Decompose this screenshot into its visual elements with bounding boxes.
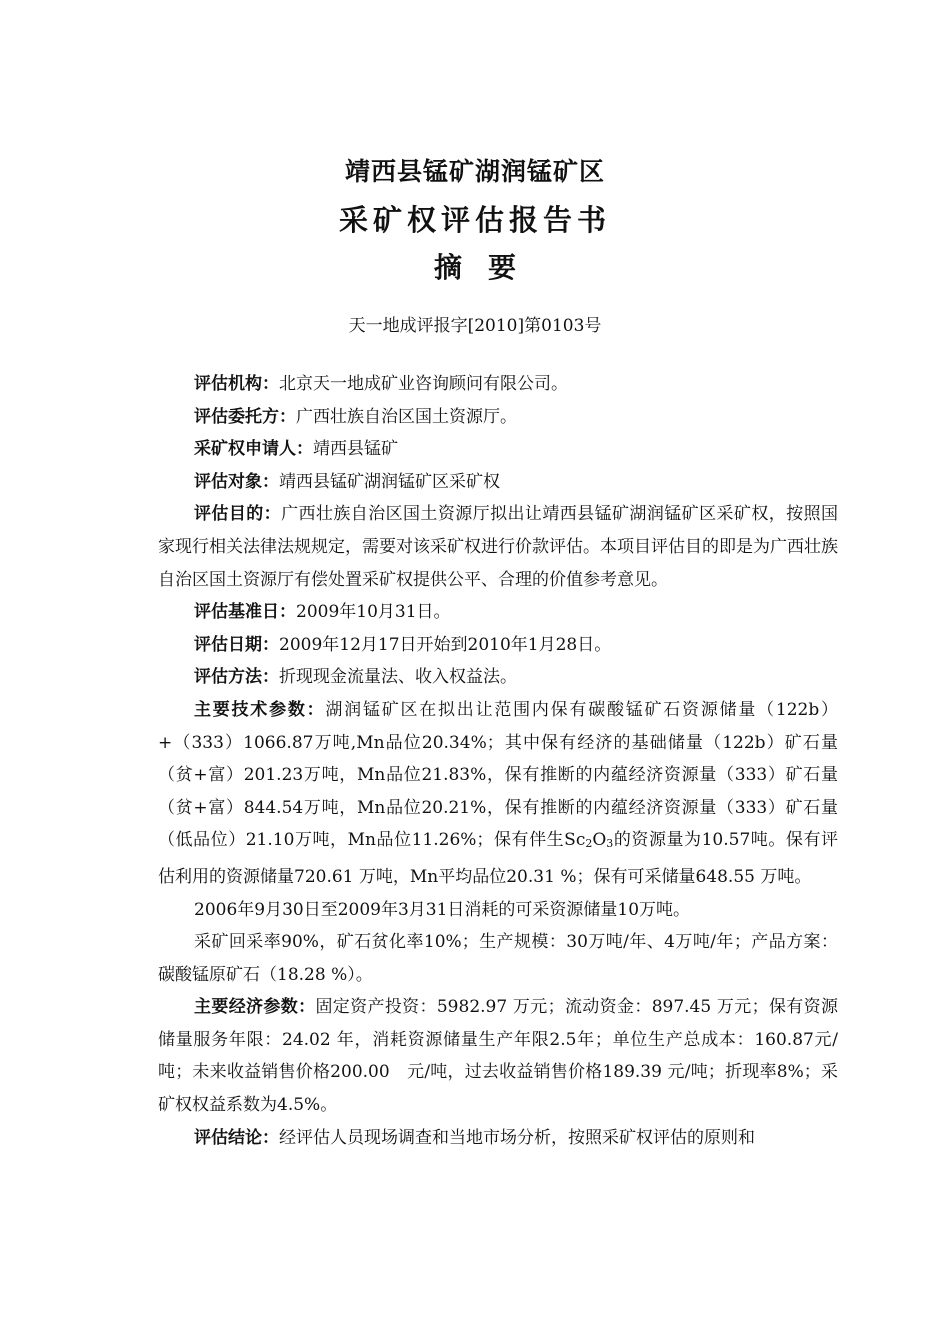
base-date-paragraph — [158, 596, 838, 629]
tech-params-text-mid: O — [592, 830, 607, 851]
tech-params-text-b: 的资源量为10.57吨。保有评估利用的资源储量720.61 万吨，Mn平均品位20.31 %；保有可采储量648.55 万吨。 — [158, 830, 839, 887]
applicant-text: 靖西县锰矿 — [313, 439, 398, 460]
report-title-line1: 靖西县锰矿湖润锰矿区 — [344, 157, 605, 186]
method-paragraph — [158, 661, 838, 694]
econ-params-label: 主要经济参数： — [194, 997, 316, 1018]
applicant-label: 采矿权申请人： — [194, 439, 313, 460]
consumed-paragraph: 2006年9月30日至2009年3月31日消耗的可采资源储量10万吨。 — [194, 899, 691, 920]
recovery-paragraph: 采矿回采率90%，矿石贫化率10%；生产规模：30万吨/年、4万吨/年；产品方案：碳酸锰原矿石（18.28 %）。 — [158, 932, 838, 985]
tech-params-subscript-2: 3 — [606, 837, 614, 851]
object-text: 靖西县锰矿湖润锰矿区采矿权 — [279, 471, 500, 492]
purpose-label: 评估目的： — [194, 504, 282, 525]
method-label: 评估方法： — [194, 667, 279, 688]
conclusion-paragraph — [158, 1122, 838, 1155]
applicant-paragraph — [158, 433, 838, 466]
tech-params-subscript-1: 2 — [585, 837, 593, 851]
tech-params-text-a: 湖润锰矿区在拟出让范围内保有碳酸锰矿石资源储量（122b）+（333）1066.87万吨,Mn品位20.34%；其中保有经济的基础储量（122b）矿石量（贫+富）201.23万吨，Mn品位21.83%，保有推断的内蕴经济资源量（333）矿石量（贫+富）844.54万吨，Mn品位20.21%，保有推断的内蕴经济资源量（333）矿石量（低品位）21.10万吨，Mn品位11.26%；保有伴生Sc — [158, 699, 838, 851]
purpose-text: 广西壮族自治区国土资源厅拟出让靖西县锰矿湖润锰矿区采矿权，按照国家现行相关法律法规规定，需要对该采矿权进行价款评估。本项目评估目的即是为广西壮族自治区国土资源厅有偿处置采矿权提供公平、合理的价值参考意见。 — [158, 504, 839, 590]
tech-params-paragraph — [158, 694, 838, 894]
base-date-label: 评估基准日： — [194, 602, 296, 623]
eval-date-text: 2009年12月17日开始到2010年1月28日。 — [279, 634, 612, 655]
conclusion-text: 经评估人员现场调查和当地市场分析，按照采矿权评估的原则和 — [279, 1127, 755, 1148]
institution-text: 北京天一地成矿业咨询顾问有限公司。 — [279, 374, 568, 394]
eval-date-label: 评估日期： — [194, 634, 279, 655]
econ-params-text: 固定资产投资：5982.97 万元；流动资金：897.45 万元；保有资源储量服务年限：24.02 年，消耗资源储量生产年限2.5年；单位生产总成本：160.87元/吨；未来收益销售价格200.00 元/吨，过去收益销售价格189.39 元/吨；折现率8%；采矿权权益系数为4.5%。 — [158, 997, 839, 1116]
client-label: 评估委托方： — [194, 406, 296, 427]
client-paragraph — [158, 401, 838, 434]
method-text: 折现现金流量法、收入权益法。 — [279, 667, 517, 688]
object-paragraph — [158, 466, 838, 499]
document-number: 天一地成评报字[2010]第0103号 — [348, 316, 602, 336]
report-title-abstract: 摘要 — [433, 251, 542, 284]
report-title-line2: 采矿权评估报告书 — [338, 203, 611, 237]
institution-paragraph — [158, 368, 838, 401]
eval-date-paragraph — [158, 629, 838, 662]
purpose-paragraph — [158, 498, 838, 596]
client-text: 广西壮族自治区国土资源厅。 — [296, 406, 517, 427]
econ-params-paragraph — [158, 991, 838, 1121]
object-label: 评估对象： — [194, 471, 279, 492]
report-body — [158, 368, 838, 1154]
institution-label: 评估机构： — [194, 374, 279, 394]
conclusion-label: 评估结论： — [194, 1127, 279, 1148]
tech-params-label: 主要技术参数： — [194, 699, 326, 720]
base-date-text: 2009年10月31日。 — [296, 602, 451, 623]
